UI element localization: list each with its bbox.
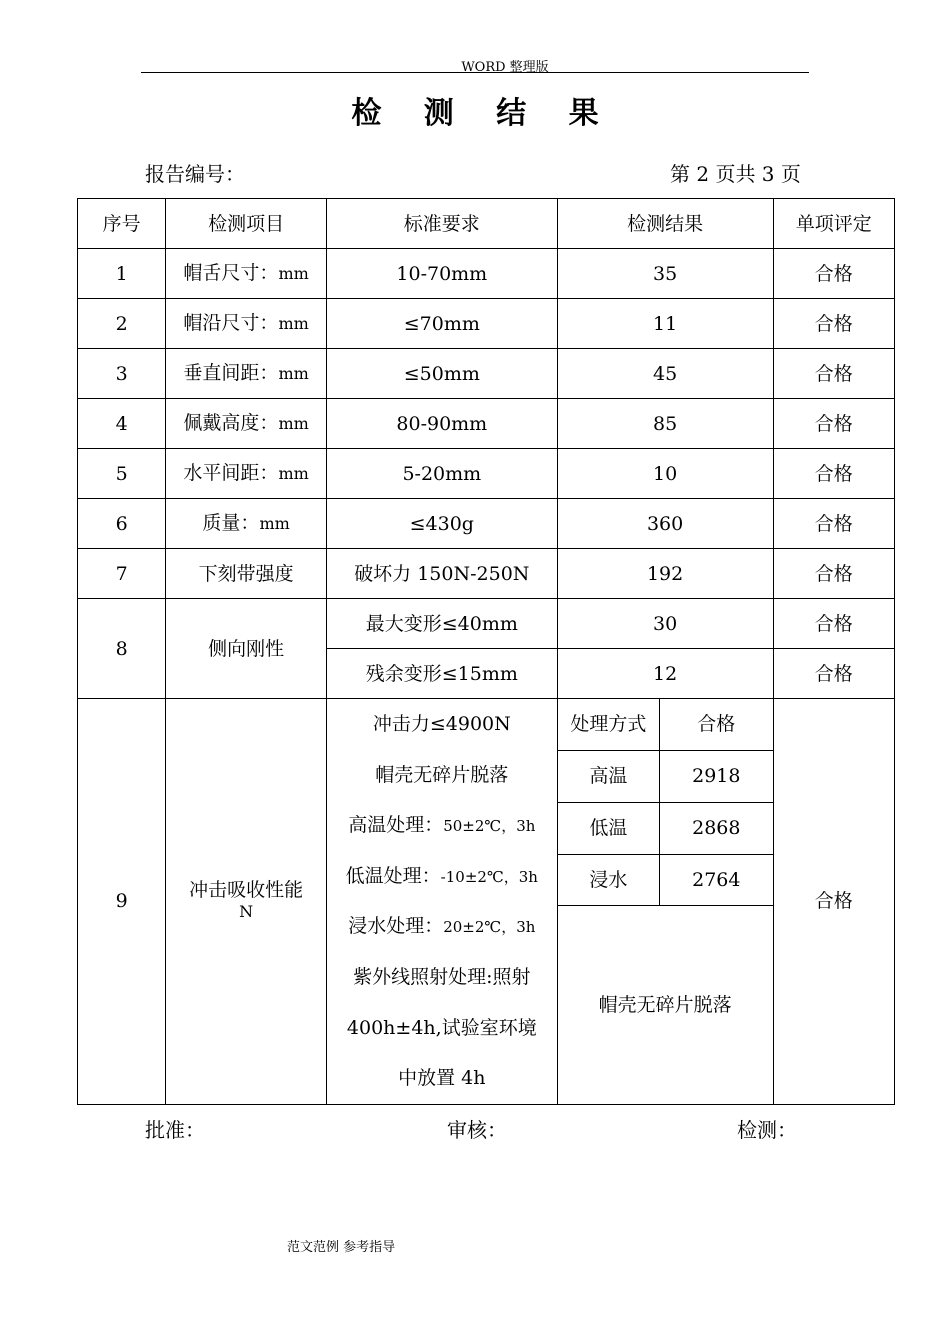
- row-result: 35: [557, 249, 773, 299]
- row-item-unit: mm: [278, 464, 309, 483]
- report-number-label: 报告编号：: [145, 162, 245, 186]
- row-verdict: 合格: [773, 249, 895, 299]
- row-result: 192: [557, 549, 773, 599]
- method-name: 低温: [557, 802, 659, 854]
- req-high-temp-label: 高温处理：: [348, 814, 444, 837]
- approve-label: 批准：: [145, 1118, 205, 1142]
- table-header-row: [78, 199, 895, 249]
- table-row: [78, 349, 895, 399]
- req-line-uv-1: 紫外线照射处理:照射: [353, 965, 531, 988]
- req-water-label: 浸水处理：: [348, 915, 444, 938]
- table-row: [78, 499, 895, 549]
- row-item-label: 质量：: [202, 512, 260, 534]
- row-result: 11: [557, 299, 773, 349]
- req-low-temp-label: 低温处理：: [345, 864, 441, 887]
- req-low-temp-value: -10±2℃，3h: [440, 867, 538, 886]
- table-row: [78, 699, 895, 751]
- page-header-text: WORD 整理版: [461, 60, 549, 75]
- row-requirement: ≤430g: [326, 499, 557, 549]
- row-item: [166, 249, 327, 299]
- row-verdict: 合格: [773, 549, 895, 599]
- row-item-label: 垂直间距：: [183, 362, 279, 384]
- req-high-temp-value: 50±2℃，3h: [443, 817, 536, 836]
- row-no: 5: [78, 449, 166, 499]
- row-requirement: ≤70mm: [326, 299, 557, 349]
- method-value: 2868: [660, 802, 773, 854]
- row-no: 7: [78, 549, 166, 599]
- row-item-label: 帽舌尺寸：: [183, 262, 279, 284]
- row8-verdict-max: 合格: [773, 599, 895, 649]
- row-result: 10: [557, 449, 773, 499]
- row-no: 6: [78, 499, 166, 549]
- row9-requirements: [326, 699, 557, 1105]
- table-row: [78, 599, 895, 649]
- header-cell-no: 序号: [78, 199, 166, 249]
- row-item: [166, 299, 327, 349]
- results-table: [77, 198, 895, 1105]
- row8-item: 侧向刚性: [166, 599, 327, 699]
- row-item: [166, 449, 327, 499]
- review-label: 审核：: [447, 1118, 507, 1142]
- row-item-unit: mm: [278, 314, 309, 333]
- row-no: 3: [78, 349, 166, 399]
- table-row: [78, 549, 895, 599]
- method-name: 高温: [557, 750, 659, 802]
- row9-item: [166, 699, 327, 1105]
- row-item-unit: mm: [259, 514, 290, 533]
- req-line-shell: 帽壳无碎片脱落: [375, 763, 509, 786]
- row-requirement: 80-90mm: [326, 399, 557, 449]
- document-title: 检 测 结 果: [351, 96, 615, 131]
- row-requirement: 5-20mm: [326, 449, 557, 499]
- row9-item-line1: 冲击吸收性能: [189, 879, 304, 902]
- table-row: [78, 449, 895, 499]
- table-row: [78, 249, 895, 299]
- table-row: [78, 299, 895, 349]
- method-header-label: 处理方式: [557, 699, 659, 751]
- row9-no: 9: [78, 699, 166, 1105]
- test-label: 检测：: [737, 1118, 797, 1142]
- row-verdict: 合格: [773, 499, 895, 549]
- req-line-uv-3: 中放置 4h: [398, 1067, 486, 1090]
- row9-item-line2: N: [239, 902, 254, 922]
- row-item-unit: mm: [278, 264, 309, 283]
- row-item: [166, 349, 327, 399]
- header-cell-result: 检测结果: [557, 199, 773, 249]
- req-line-low-temp: [327, 851, 557, 902]
- method-value: 2764: [660, 854, 773, 905]
- row8-requirement-max: 最大变形≤40mm: [326, 599, 557, 649]
- row8-result-residual: 12: [557, 649, 773, 699]
- page-footer-text: 范文范例 参考指导: [287, 1240, 396, 1255]
- row8-no: 8: [78, 599, 166, 699]
- row-verdict: 合格: [773, 299, 895, 349]
- row-verdict: 合格: [773, 449, 895, 499]
- method-value: 2918: [660, 750, 773, 802]
- row-item-label: 水平间距：: [183, 462, 279, 484]
- row-verdict: 合格: [773, 349, 895, 399]
- row-item-unit: mm: [278, 364, 309, 383]
- row-item: [166, 399, 327, 449]
- row-verdict: 合格: [773, 399, 895, 449]
- row9-verdict: 合格: [773, 699, 895, 1105]
- row-requirement: 破坏力 150N-250N: [326, 549, 557, 599]
- method-name: 浸水: [557, 854, 659, 905]
- page-info: 第 2 页共 3 页: [670, 162, 801, 186]
- header-cell-verdict: 单项评定: [773, 199, 895, 249]
- row-result: 85: [557, 399, 773, 449]
- header-cell-item: 检测项目: [166, 199, 327, 249]
- row-no: 2: [78, 299, 166, 349]
- method-header-value: 合格: [660, 699, 773, 751]
- row-result: 360: [557, 499, 773, 549]
- req-line-water: [327, 901, 557, 952]
- row8-requirement-residual: 残余变形≤15mm: [326, 649, 557, 699]
- req-water-value: 20±2℃，3h: [443, 918, 536, 937]
- header-rule: [141, 72, 809, 73]
- req-line-high-temp: [327, 800, 557, 851]
- row-no: 4: [78, 399, 166, 449]
- row-result: 45: [557, 349, 773, 399]
- row-item-label: 帽沿尺寸：: [183, 312, 279, 334]
- req-line-impact: 冲击力≤4900N: [372, 713, 511, 735]
- row-requirement: ≤50mm: [326, 349, 557, 399]
- row-item-unit: mm: [278, 414, 309, 433]
- row-item: 下刻带强度: [166, 549, 327, 599]
- req-line-uv-2: 400h±4h,试验室环境: [346, 1016, 537, 1039]
- row-item-label: 佩戴高度：: [183, 412, 279, 434]
- row-no: 1: [78, 249, 166, 299]
- row-item: [166, 499, 327, 549]
- header-cell-requirement: 标准要求: [326, 199, 557, 249]
- row8-verdict-residual: 合格: [773, 649, 895, 699]
- row8-result-max: 30: [557, 599, 773, 649]
- shell-result: 帽壳无碎片脱落: [557, 905, 773, 1104]
- table-row: [78, 399, 895, 449]
- row-requirement: 10-70mm: [326, 249, 557, 299]
